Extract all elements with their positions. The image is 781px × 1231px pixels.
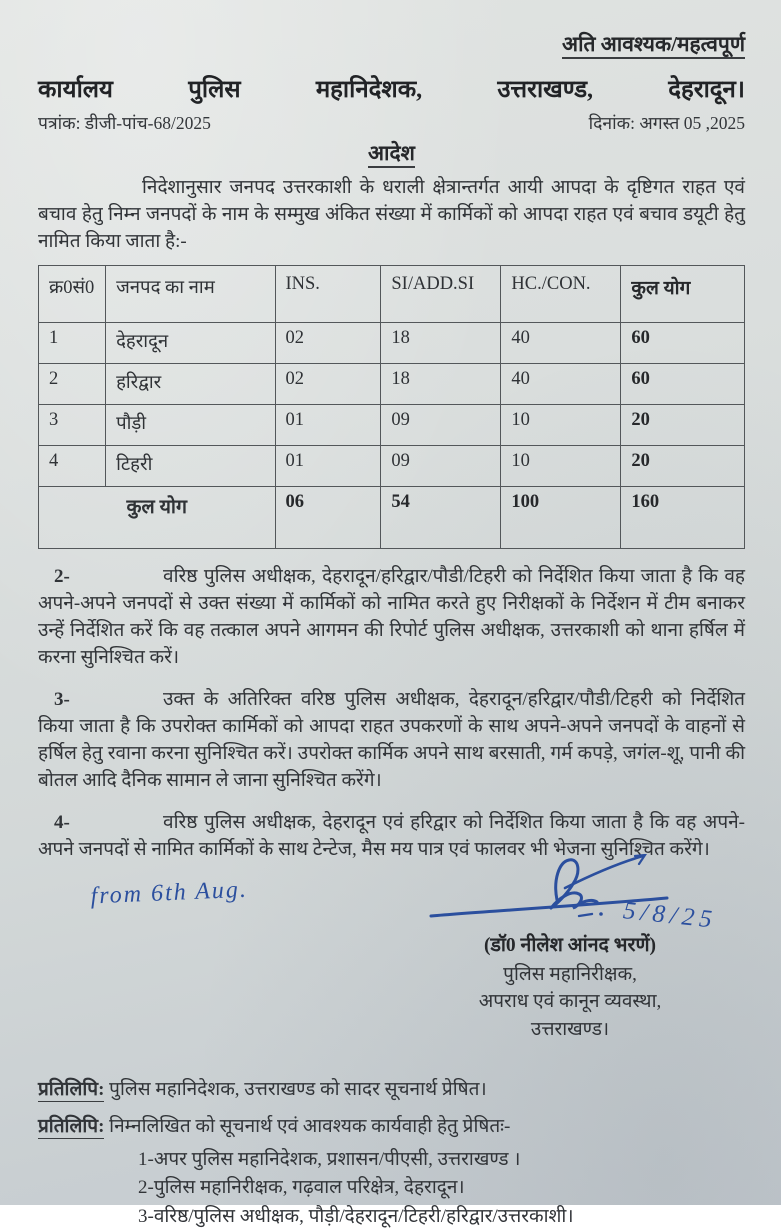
handwritten-note: from 6th Aug. [90, 876, 249, 910]
cell-total: 20 [621, 404, 745, 445]
letter-number: पत्रांक: डीजी-पांच-68/2025 [38, 113, 211, 133]
letter-date: दिनांक: अगस्त 05 ,2025 [588, 113, 745, 133]
cell-total: 60 [621, 363, 745, 404]
cell-si: 09 [381, 445, 501, 486]
cell-hc: 10 [501, 445, 621, 486]
signatory-department: अपराध एवं कानून व्यवस्था, [478, 991, 662, 1013]
cell-district: पौड़ी [106, 404, 275, 445]
total-hc: 100 [501, 486, 621, 548]
cell-serial: 2 [39, 363, 106, 404]
copy-label: प्रतिलिपि: [38, 1115, 105, 1137]
copy-line-2 [38, 1112, 745, 1138]
cell-ins: 01 [275, 445, 381, 486]
office-word: उत्तराखण्ड, [497, 77, 594, 103]
cell-district: देहरादून [106, 322, 275, 363]
cell-serial: 1 [39, 322, 106, 363]
paragraph-number: 4- [54, 811, 70, 833]
table-total-row [39, 486, 745, 548]
meta-row [38, 111, 745, 135]
signatory-designation: पुलिस महानिरीक्षक, [503, 963, 637, 985]
col-header-serial: क्र0सं0 [39, 265, 106, 322]
col-header-si-addsi: SI/ADD.SI [381, 265, 501, 322]
signature-zone [38, 868, 745, 1064]
total-label: कुल योग [39, 486, 276, 548]
office-word: कार्यालय [38, 77, 113, 103]
paragraph-2 [38, 564, 745, 672]
cell-hc: 40 [501, 322, 621, 363]
intro-paragraph: निदेशानुसार जनपद उत्तरकाशी के धराली क्षेत्रान्तर्गत आयी आपदा के दृष्टिगत राहत एवं बचाव हेतु निम्न जनपदों के नाम के सम्मुख अंकित संख्या में कार्मिकों को आपदा राहत एवं बचाव डयूटी हेतु नामित किया जाता है:- [38, 177, 745, 252]
paragraph-3 [38, 687, 745, 795]
cell-ins: 01 [275, 404, 381, 445]
cell-serial: 4 [39, 445, 106, 486]
copy-recipient: 3-वरिष्ठ/पुलिस अधीक्षक, पौड़ी/देहरादून/टिहरी/हरिद्वार/उत्तरकाशी। [138, 1205, 574, 1227]
copy-text: पुलिस महानिदेशक, उत्तराखण्ड को सादर सूचनार्थ प्रेषित। [109, 1078, 487, 1100]
cell-si: 18 [381, 363, 501, 404]
cell-total: 20 [621, 445, 745, 486]
signatory-name: (डॉ0 नीलेश आंनद भरणें) [483, 934, 657, 956]
office-word: महानिदेशक, [315, 77, 423, 103]
copy-line-1 [38, 1075, 745, 1101]
total-si: 54 [381, 486, 501, 548]
paragraph-text: वरिष्ठ पुलिस अधीक्षक, देहरादून एवं हरिद्वार को निर्देशित किया जाता है कि वह अपने-अपने जनपदों से नामित कार्मिकों के साथ टेन्टेज, मैस मय पात्र एवं फालवर भी भेजना सुनिश्चित करेंगे। [38, 811, 745, 860]
paragraph-number: 2- [54, 565, 70, 587]
col-header-hc-con: HC./CON. [501, 265, 621, 322]
col-header-ins: INS. [275, 265, 381, 322]
cell-si: 09 [381, 404, 501, 445]
cell-district: टिहरी [106, 445, 275, 486]
priority-tag-text: अति आवश्यक/महत्वपूर्ण [562, 32, 745, 59]
cell-ins: 02 [275, 322, 381, 363]
order-title [38, 139, 745, 167]
cell-serial: 3 [39, 404, 106, 445]
cell-total: 60 [621, 322, 745, 363]
cell-district: हरिद्वार [106, 363, 275, 404]
copy-recipient: 2-पुलिस महानिरीक्षक, गढ़वाल परिक्षेत्र, देहरादून। [138, 1177, 465, 1199]
col-header-total: कुल योग [621, 265, 745, 322]
total-ins: 06 [275, 486, 381, 548]
table-row [39, 404, 745, 445]
handwritten-sign-date: 5/8/25 [621, 896, 719, 934]
table-row [39, 322, 745, 363]
signature-block [395, 868, 745, 1064]
duty-allotment-table [38, 265, 745, 549]
copy-label: प्रतिलिपि: [38, 1078, 105, 1100]
office-header [38, 72, 745, 105]
order-title-text: आदेश [368, 141, 415, 168]
copy-recipients-list [38, 1146, 745, 1231]
cell-hc: 40 [501, 363, 621, 404]
copy-recipient: 1-अपर पुलिस महानिदेशक, प्रशासन/पीएसी, उत्तराखण्ड । [138, 1148, 521, 1170]
cell-hc: 10 [501, 404, 621, 445]
paragraph-number: 3- [54, 688, 70, 710]
paragraph-text: उक्त के अतिरिक्त वरिष्ठ पुलिस अधीक्षक, देहरादून/हरिद्वार/पौडी/टिहरी को निर्देशित किया जाता है कि उपरोक्त कार्मिकों को आपदा राहत उपकरणों के साथ अपने-अपने जनपदों के वाहनों से हर्षिल हेतु रवाना करना सुनिश्चित करें। उपरोक्त कार्मिक अपने साथ बरसाती, गर्म कपड़े, जगंल-शू, पानी की बोतल आदि दैनिक सामान ले जाना सुनिश्चित करेंगे। [38, 688, 745, 791]
office-word: पुलिस [188, 77, 241, 103]
cell-ins: 02 [275, 363, 381, 404]
paragraph-text: वरिष्ठ पुलिस अधीक्षक, देहरादून/हरिद्वार/पौडी/टिहरी को निर्देशित किया जाता है कि वह अपने-अपने जनपदों से उक्त संख्या में कार्मिकों को नामित करते हुए निरीक्षकों के निर्देशन में टीम बनाकर उन्हें निर्देशित करें कि वह तत्काल अपने आगमन की रिपोर्ट पुलिस अधीक्षक, उत्तरकाशी को थाना हर्षिल में करना सुनिश्चित करें। [38, 565, 745, 668]
total-grand: 160 [621, 486, 745, 548]
table-header-row [39, 265, 745, 322]
table-row [39, 363, 745, 404]
col-header-district: जनपद का नाम [106, 265, 275, 322]
signatory-state: उत्तराखण्ड। [530, 1018, 610, 1040]
cell-si: 18 [381, 322, 501, 363]
table-row [39, 445, 745, 486]
priority-tag [38, 30, 745, 58]
copy-text: निम्नलिखित को सूचनार्थ एवं आवश्यक कार्यवाही हेतु प्रेषितः- [109, 1115, 511, 1137]
office-word: देहरादून। [668, 77, 745, 103]
